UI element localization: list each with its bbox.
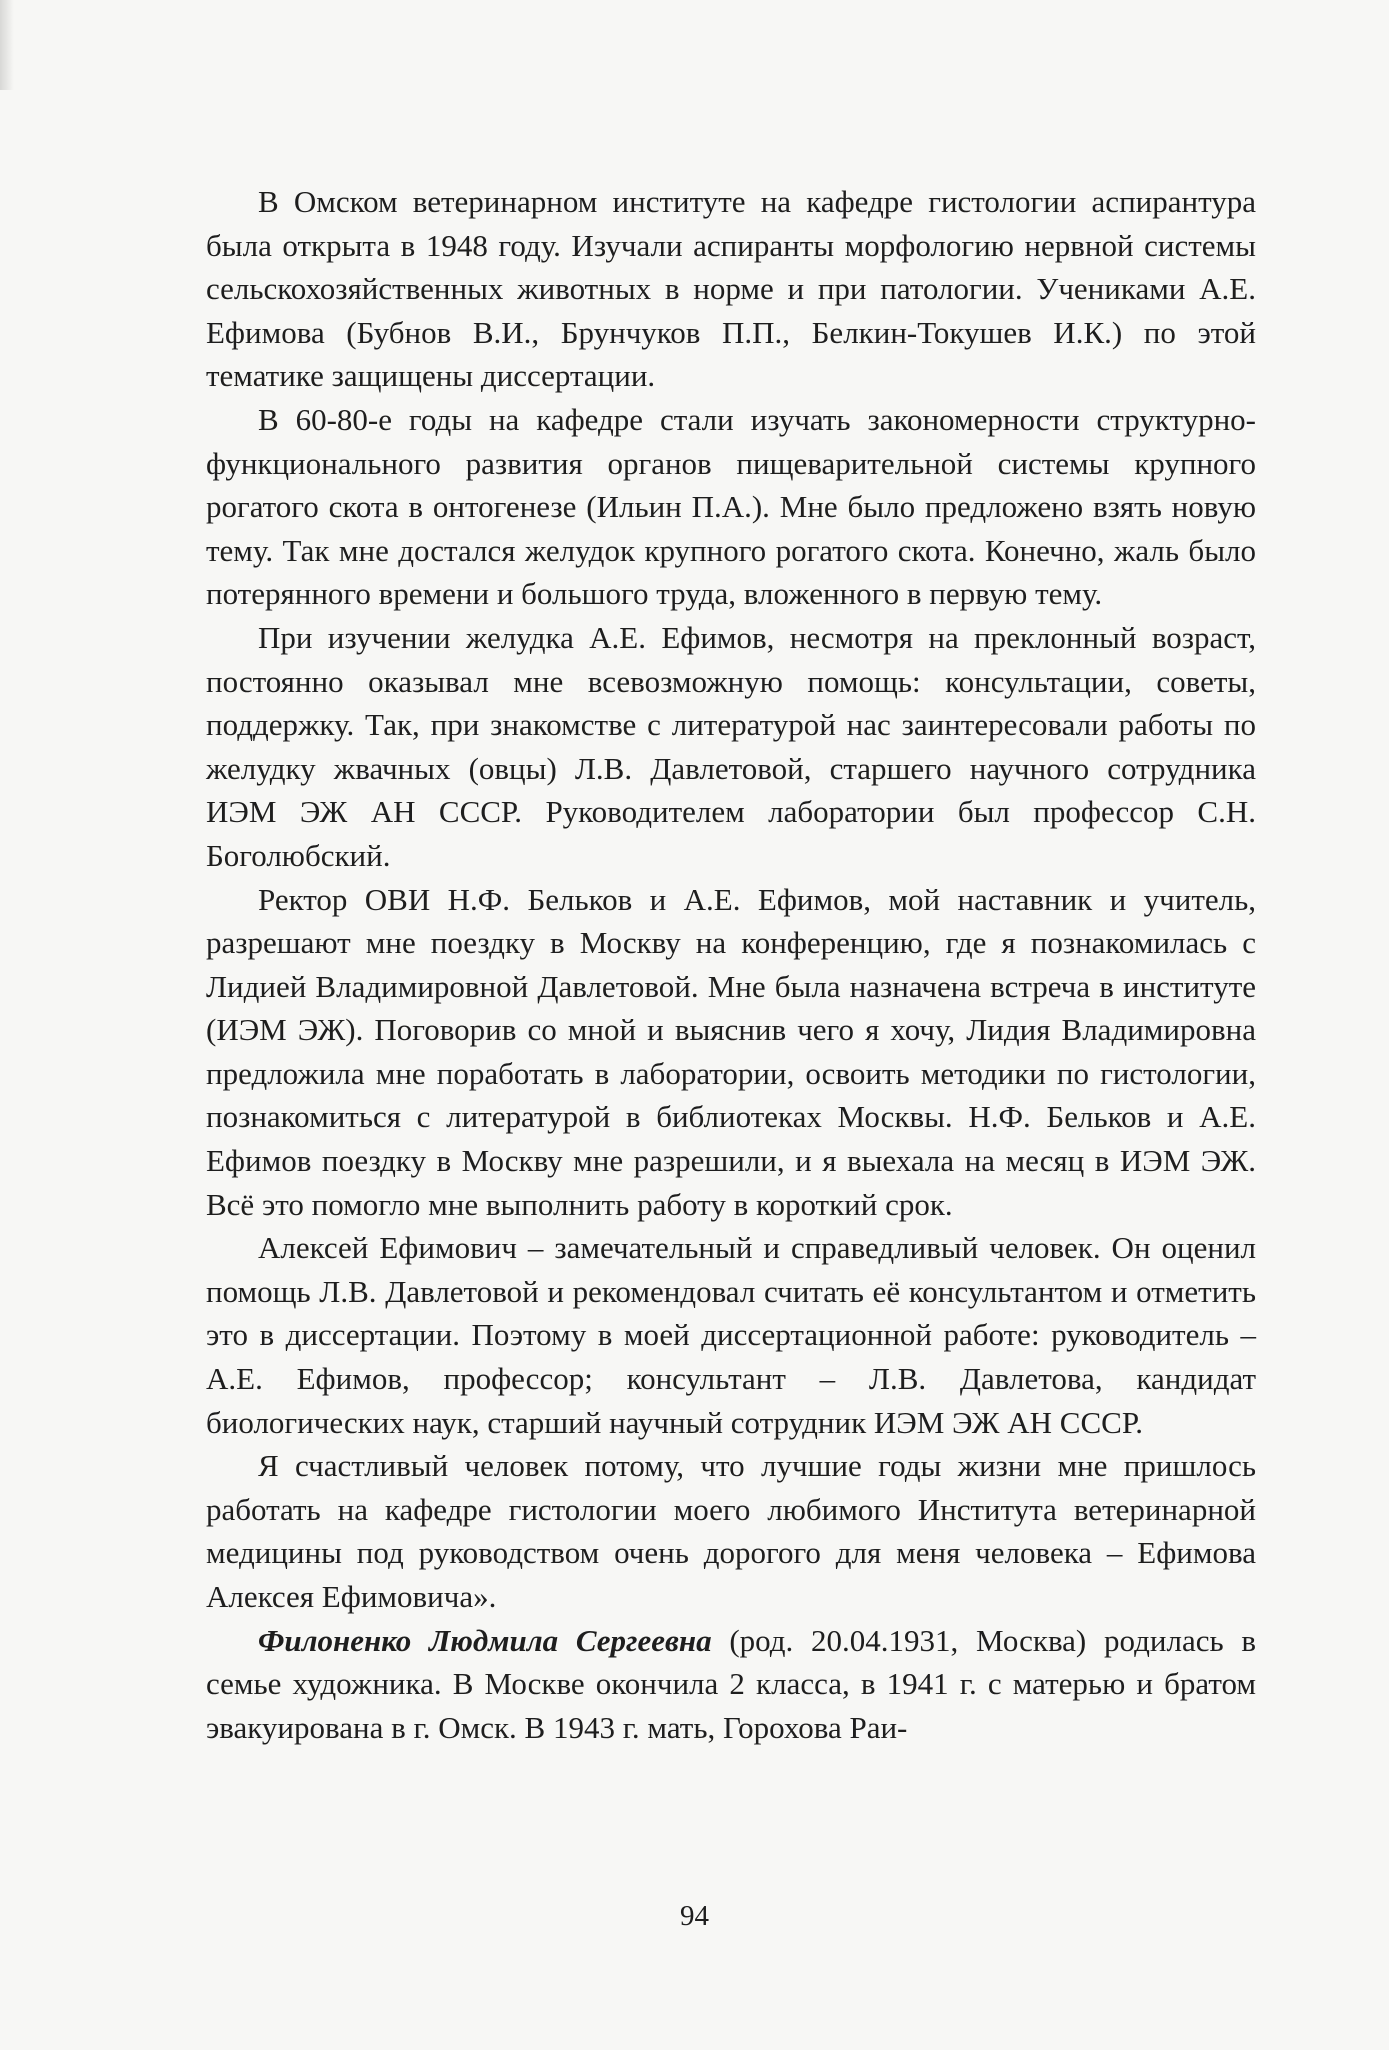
person-name: Филоненко Людмила Сергеевна bbox=[258, 1622, 712, 1658]
page-body bbox=[206, 180, 1256, 1749]
paragraph-4: Ректор ОВИ Н.Ф. Бельков и А.Е. Ефимов, мой наставник и учитель, разрешают мне поездку в Москву на конференцию, где я познакомилась с Лидией Владимировной Давлетовой. Мне была назначена встреча в институте (ИЭМ ЭЖ). Поговорив со мной и выяснив чего я хочу, Лидия Владимировна предложила мне поработать в лаборатории, освоить методики по гистологии, познакомиться с литературой в библиотеках Москвы. Н.Ф. Бельков и А.Е. Ефимов поездку в Москву мне разрешили, и я выехала на месяц в ИЭМ ЭЖ. Всё это помогло мне выполнить работу в короткий срок. bbox=[206, 881, 1256, 1222]
paragraph-2: В 60-80-е годы на кафедре стали изучать закономерности структурно- функционального развития органов пищеварительной системы крупного рогатого скота в онтогенезе (Ильин П.А.). Мне было предложено взять новую тему. Так мне достался желудок крупного рогатого скота. Конечно, жаль было потерянного времени и большого труда, вложенного в первую тему. bbox=[206, 401, 1256, 612]
page-number: 94 bbox=[680, 1900, 709, 1932]
paragraph-1: В Омском ветеринарном институте на кафедре гистологии аспирантура была открыта в 1948 году. Изучали аспиранты морфологию нервной системы сельскохозяйственных животных в норме и при патологии. Учениками А.Е. Ефимова (Бубнов В.И., Брунчуков П.П., Белкин-Токушев И.К.) по этой тематике защищены диссертации. bbox=[206, 184, 1256, 394]
scan-edge-shadow bbox=[0, 0, 14, 90]
paragraph-3: При изучении желудка А.Е. Ефимов, несмотря на преклонный возраст, постоянно оказывал мне всевозможную помощь: консультации, советы, поддержку. Так, при знакомстве с литературой нас заинтересовали работы по желудку жвачных (овцы) Л.В. Давлетовой, старшего научного сотрудника ИЭМ ЭЖ АН СССР. Руководителем лаборатории был профессор С.Н. Боголюбский. bbox=[206, 619, 1256, 873]
paragraph-5: Алексей Ефимович – замечательный и справедливый человек. Он оценил помощь Л.В. Давлетовой и рекомендовал считать её консультантом и отметить это в диссертации. Поэтому в моей диссертационной работе: руководитель – А.Е. Ефимов, профессор; консультант – Л.В. Давлетова, кандидат биологических наук, старший научный сотрудник ИЭМ ЭЖ АН СССР. bbox=[206, 1230, 1256, 1440]
paragraph-7 bbox=[206, 1619, 1256, 1750]
paragraph-6: Я счастливый человек потому, что лучшие годы жизни мне пришлось работать на кафедре гистологии моего любимого Института ветеринарной медицины под руководством очень дорогого для меня человека – Ефимова Алексея Ефимовича». bbox=[206, 1448, 1256, 1614]
paragraph-7-text: (род. 20.04.1931, Москва) родилась в семье художника. В Москве окончила 2 класса, в 1941 г. с матерью и братом эвакуирована в г. Омск. В 1943 г. мать, Горохова Раи- bbox=[206, 1622, 1257, 1745]
